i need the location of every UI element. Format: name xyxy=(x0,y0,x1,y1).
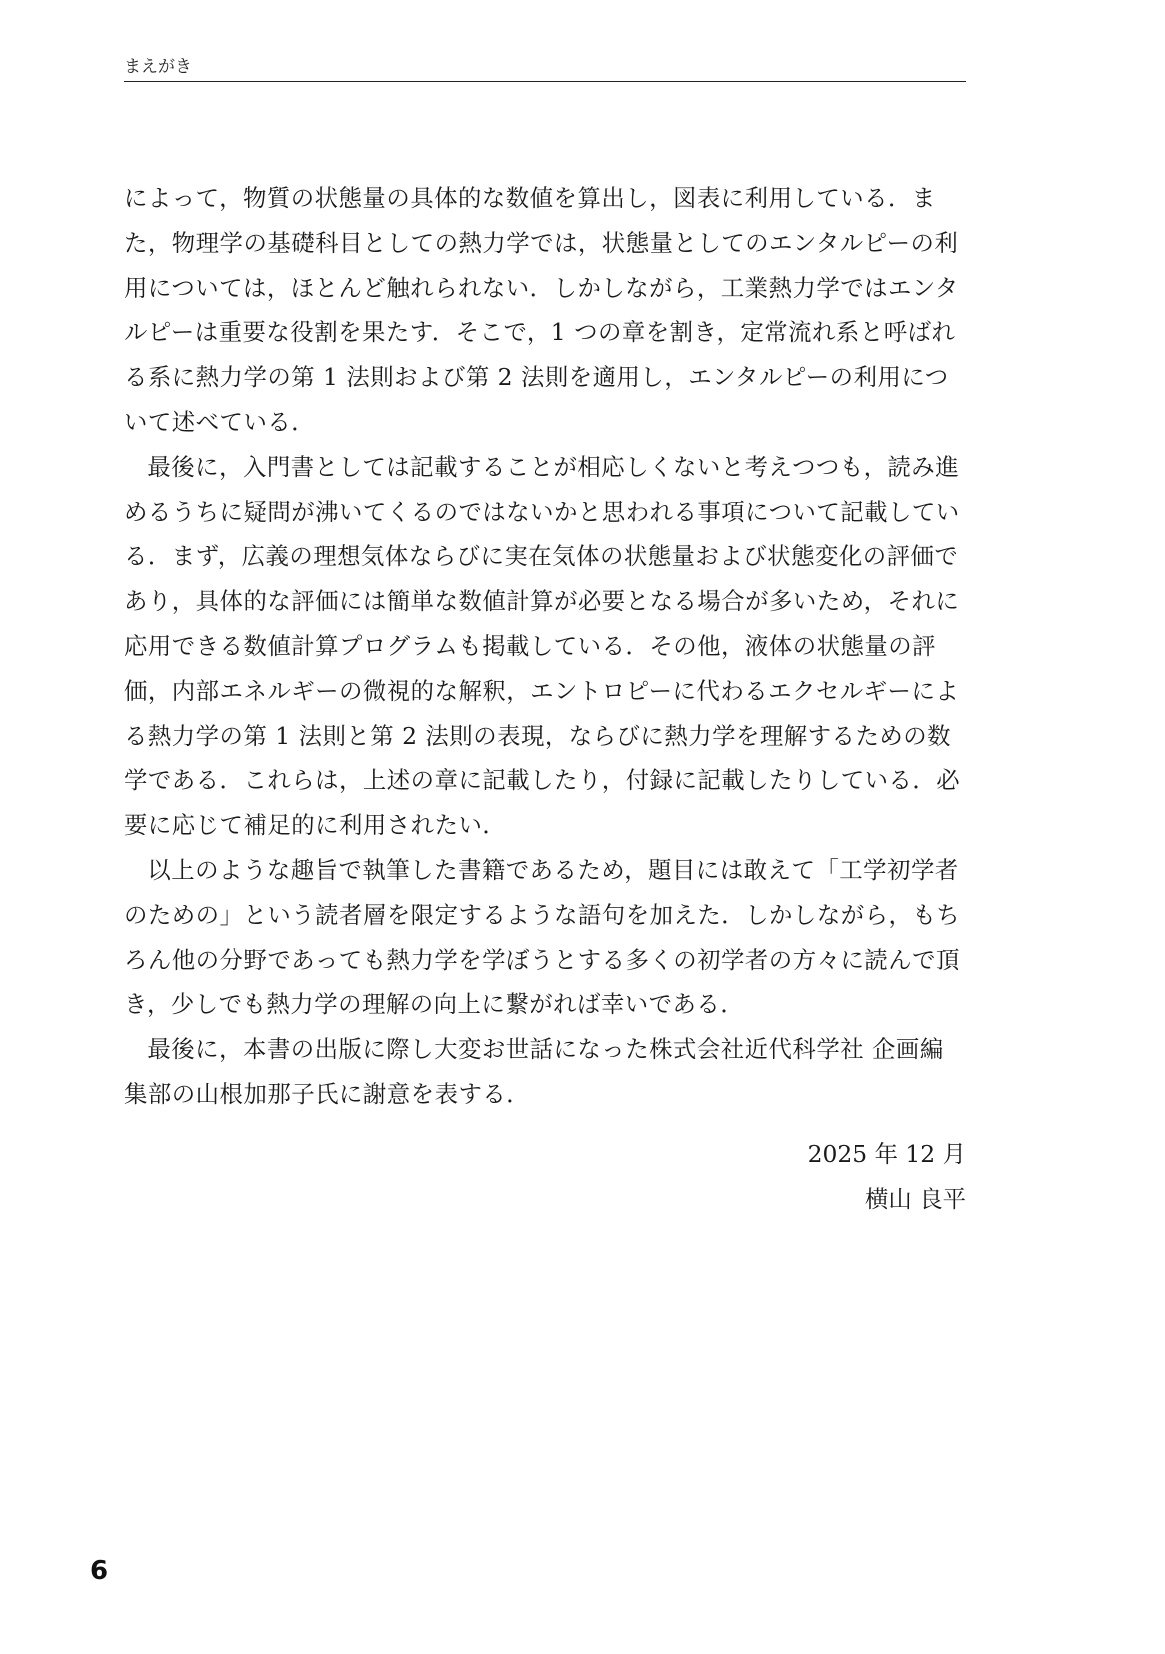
paragraph: 最後に，入門書としては記載することが相応しくないと考えつつも，読み進めるうちに疑問が沸いてくるのではないかと思われる事項について記載している．まず，広義の理想気体ならびに実在気体の状態量および状態変化の評価であり，具体的な評価には簡単な数値計算が必要となる場合が多いため，それに応用できる数値計算プログラムも掲載している．その他，液体の状態量の評価，内部エネルギーの微視的な解釈，エントロピーに代わるエクセルギーによる熱力学の第 1 法則と第 2 法則の表現，ならびに熱力学を理解するための数学である．これらは，上述の章に記載したり，付録に記載したりしている．必要に応じて補足的に利用されたい． xyxy=(124,452,961,840)
running-header-title: まえがき xyxy=(124,57,192,77)
signature-date: 2025 年 12 月 xyxy=(807,1140,966,1168)
signature-author: 横山 良平 xyxy=(865,1184,966,1213)
header-rule xyxy=(124,81,966,82)
signature-block xyxy=(124,1132,966,1222)
paragraph: 最後に，本書の出版に際し大変お世話になった株式会社近代科学社 企画編集部の山根加那子氏に謝意を表する． xyxy=(124,1035,944,1108)
preface-body xyxy=(124,176,966,1117)
paragraph-continued: によって，物質の状態量の具体的な数値を算出し，図表に利用している．また，物理学の基礎科目としての熱力学では，状態量としてのエンタルピーの利用については，ほとんど触れられない．しかしながら，工業熱力学ではエンタルピーは重要な役割を果たす．そこで，1 つの章を割き，定常流れ系と呼ばれる系に熱力学の第 1 法則および第 2 法則を適用し，エンタルピーの利用について述べている． xyxy=(124,184,959,436)
paragraph: 以上のような趣旨で執筆した書籍であるため，題目には敢えて「工学初学者のための」という読者層を限定するような語句を加えた．しかしながら，もちろん他の分野であっても熱力学を学ぼうとする多くの初学者の方々に読んで頂き，少しでも熱力学の理解の向上に繋がれば幸いである． xyxy=(124,855,961,1019)
page-number: 6 xyxy=(90,1556,109,1586)
